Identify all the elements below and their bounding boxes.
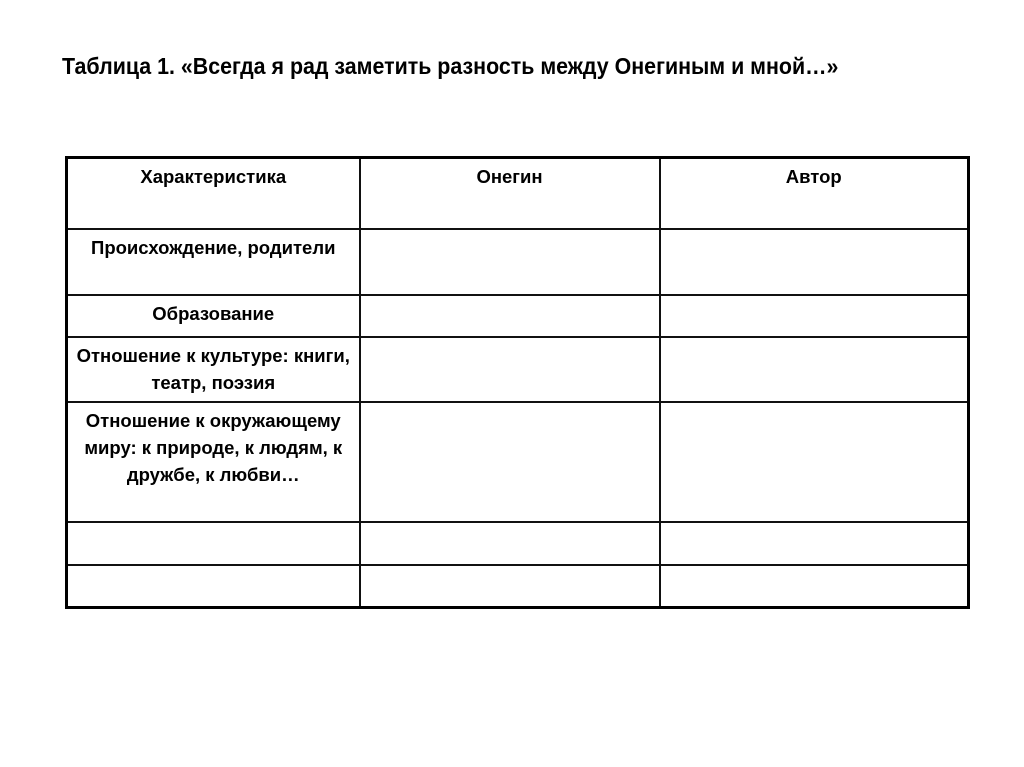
onegin-cell[interactable]: [360, 295, 660, 337]
table-row: [67, 402, 969, 522]
table-row: [67, 337, 969, 402]
row-label: Образование: [67, 295, 360, 337]
onegin-cell[interactable]: [360, 565, 660, 608]
onegin-cell[interactable]: [360, 337, 660, 402]
onegin-cell[interactable]: [360, 402, 660, 522]
comparison-table: [65, 156, 970, 609]
author-cell[interactable]: [660, 522, 969, 565]
author-cell[interactable]: [660, 402, 969, 522]
onegin-cell[interactable]: [360, 522, 660, 565]
onegin-cell[interactable]: [360, 229, 660, 295]
table-row: [67, 565, 969, 608]
row-label: Отношение к окружающему миру: к природе, к людям, к дружбе, к любви…: [67, 402, 360, 522]
table-row: [67, 229, 969, 295]
header-characteristic: Характеристика: [67, 158, 360, 229]
header-row: [67, 158, 969, 229]
table-row: [67, 295, 969, 337]
author-cell[interactable]: [660, 337, 969, 402]
author-cell[interactable]: [660, 295, 969, 337]
header-author: Автор: [660, 158, 969, 229]
row-label: Отношение к культуре: книги, театр, поэзия: [67, 337, 360, 402]
author-cell[interactable]: [660, 565, 969, 608]
header-onegin: Онегин: [360, 158, 660, 229]
row-label[interactable]: [67, 522, 360, 565]
table-row: [67, 522, 969, 565]
author-cell[interactable]: [660, 229, 969, 295]
row-label[interactable]: [67, 565, 360, 608]
table-caption: Таблица 1. «Всегда я рад заметить разность между Онегиным и мной…»: [62, 53, 839, 79]
row-label: Происхождение, родители: [67, 229, 360, 295]
